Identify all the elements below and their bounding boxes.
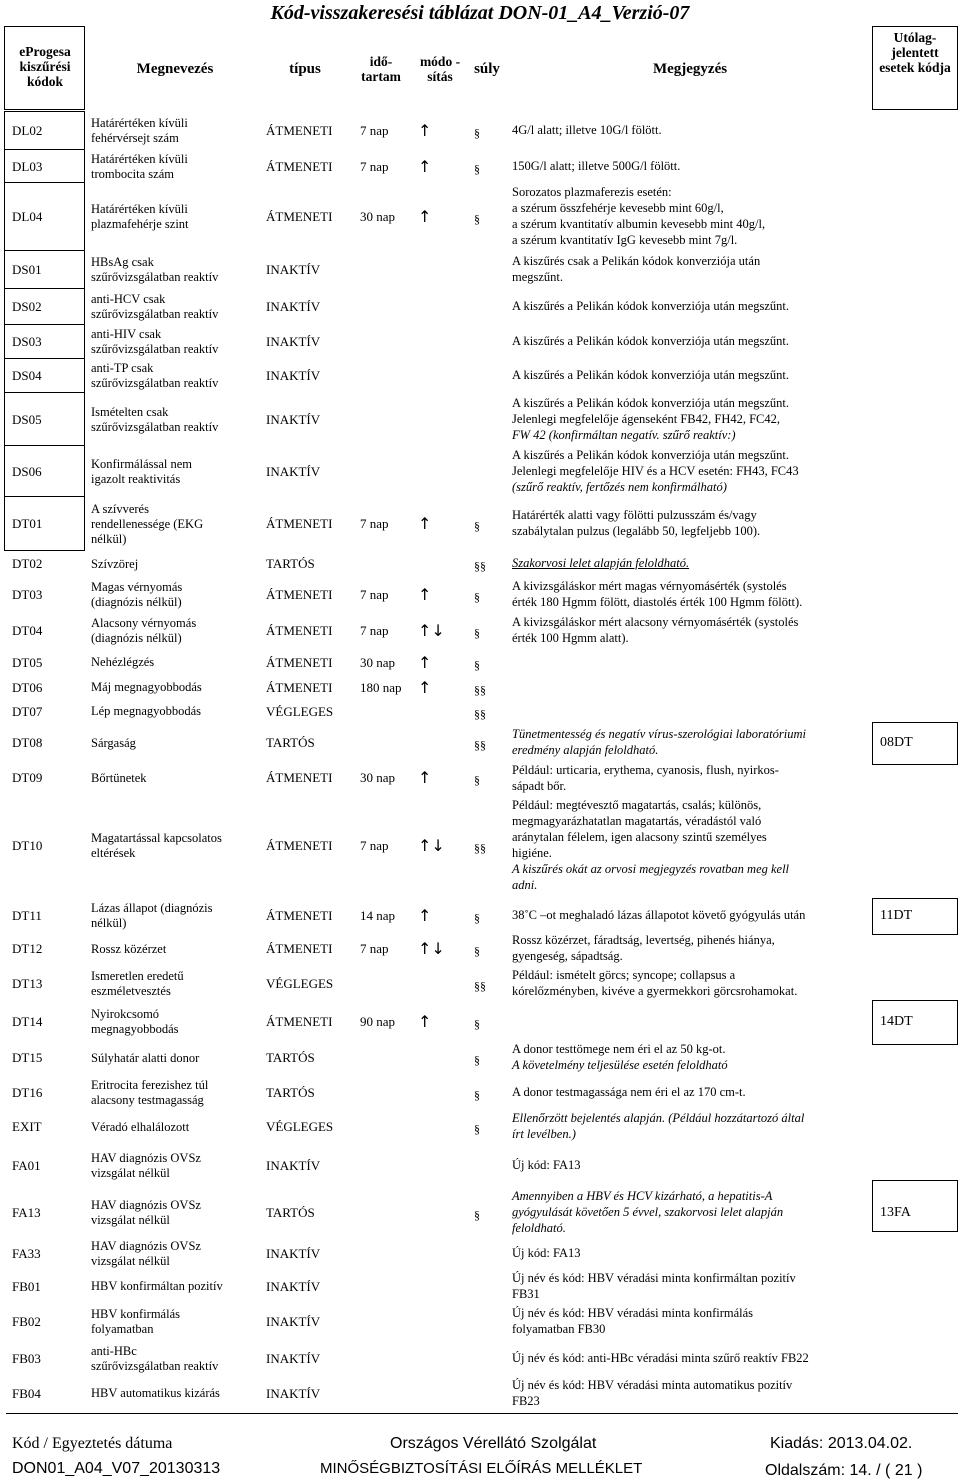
row-mode-arrow-icon: ↑ [418,156,432,176]
row-name: Konfirmálással nem [91,456,193,471]
row-note: kórelőzményben, kivéve a gyermekkori görcsrohamokat. [512,984,798,998]
row-note: gyengeség, sápadtság. [512,949,623,963]
row-code: FB04 [12,1385,41,1401]
row-code: DS01 [12,262,42,277]
row-weight: § [474,1017,480,1031]
row-name: szűrővizsgálatban reaktív [91,270,219,284]
row-type: INAKTÍV [266,1278,321,1294]
footer-right-top: Kiadás: 2013.04.02. [770,1435,913,1452]
row-note: A kivizsgáláskor mért magas vérnyomásérték (systolés [512,578,787,593]
row-code: DL03 [12,158,43,174]
row-type: TARTÓS [266,1085,315,1100]
row-weight: § [474,626,480,640]
row-name: HBV konfirmáltan pozitív [91,1279,223,1293]
row-type: ÁTMENETI [266,679,333,695]
row-code: DT11 [12,907,42,923]
row-code: DT10 [12,837,43,853]
row-name: folyamatban [91,1321,154,1336]
row-name: eszméletvesztés [91,984,171,998]
row-note: Amennyiben a HBV és HCV kizárható, a hepatitis-A [512,1189,773,1203]
row-type: ÁTMENETI [266,123,333,138]
row-later-code: 13FA [880,1205,911,1220]
row-type: ÁTMENETI [266,586,333,602]
row-name: Véradó elhalálozott [91,1119,190,1134]
row-name: vizsgálat nélkül [91,1253,170,1268]
header-code: eProgesa kiszűrési kódok [19,44,71,89]
row-name: Rossz közérzet [91,941,167,956]
row-duration: 30 nap [360,770,396,785]
row-name: HBV automatikus kizárás [91,1386,220,1400]
row-type: ÁTMENETI [266,941,333,956]
row-name: szűrővizsgálatban reaktív [91,419,219,434]
row-weight: §§ [474,979,486,993]
row-note: FW 42 (konfirmáltan negatív. szűrő reaktív:) [512,427,736,442]
row-code: DS02 [12,299,42,314]
row-name: trombocita szám [91,166,174,181]
page-title: Kód-visszakeresési táblázat DON-01_A4_Verzió-07 [270,2,690,24]
row-note: érték 180 Hgmm fölött, diastolés érték 100 Hgmm fölött). [512,594,803,609]
footer-divider [6,1413,958,1414]
row-name: szűrővizsgálatban reaktív [91,307,219,321]
row-note: A kivizsgáláskor mért alacsony vérnyomásérték (systolés [512,615,799,629]
row-duration: 30 nap [360,654,396,670]
row-name: HAV diagnózis OVSz [91,1151,201,1165]
row-weight: § [474,126,480,140]
row-type: ÁTMENETI [266,623,333,638]
row-note: A kiszűrés a Pelikán kódok konverziója után megszűnt. [512,299,790,313]
row-duration: 180 nap [360,679,402,695]
header-note: Megjegyzés [652,61,728,77]
row-code: DL04 [12,209,43,224]
row-note: 150G/l alatt; illetve 500G/l fölött. [512,158,681,173]
row-duration: 7 nap [360,516,389,531]
row-note: A követelmény teljesülése esetén feloldható [512,1058,728,1072]
row-note: gyógyulását követően 5 évvel, szakorvosi lelet alapján [512,1205,784,1219]
row-name: anti-HIV csak [91,327,162,341]
row-code: FA33 [12,1245,41,1261]
row-mode-arrow-icon: ↑↓ [418,939,445,958]
row-name: HAV diagnózis OVSz [91,1198,201,1212]
row-weight: § [474,773,480,787]
row-note: 4G/l alatt; illetve 10G/l fölött. [512,123,662,137]
row-name: HBsAg csak [91,255,154,269]
header-type: típus [289,61,321,77]
row-code: DT08 [12,735,43,750]
row-note: feloldható. [512,1221,566,1235]
row-note: folyamatban FB30 [512,1321,606,1336]
row-duration: 7 nap [360,123,389,138]
row-name: Lázas állapot (diagnózis [91,900,213,915]
row-note: Határérték alatti vagy fölötti pulzusszám és/vagy [512,508,757,522]
footer-left-top: Kód / Egyeztetés dátuma [12,1435,173,1452]
row-name: vizsgálat nélkül [91,1166,170,1180]
row-duration: 14 nap [360,907,396,923]
row-code: DT15 [12,1050,43,1065]
row-note: Sorozatos plazmaferezis esetén: [512,185,672,199]
row-type: INAKTÍV [266,1158,321,1173]
row-note: Jelenlegi megfelelője HIV és a HCV esetén: FH43, FC43 [512,463,799,478]
row-type: ÁTMENETI [266,654,333,670]
row-type: ÁTMENETI [266,516,333,531]
row-note: Rossz közérzet, fáradtság, levertség, pihenés hiánya, [512,933,775,947]
row-type: TARTÓS [266,1205,315,1220]
row-type: VÉGLEGES [266,703,334,719]
row-note: a szérum kvantitatív IgG kevesebb mint 7g/l. [512,233,738,247]
row-note: a szérum összfehérje kevesebb mint 60g/l, [512,201,724,215]
row-code: DT12 [12,941,43,956]
row-note: Ellenőrzött bejelentés alapján. (Például hozzátartozó által [512,1111,805,1125]
row-later-code: 11DT [880,907,913,923]
row-name: HBV konfirmálás [91,1306,180,1321]
row-name: rendellenessége (EKG [91,516,204,531]
row-type: INAKTÍV [266,299,321,314]
row-code: DT03 [12,586,43,602]
row-note: Például: ismételt görcs; syncope; collapsus a [512,968,736,982]
row-code: DT02 [12,556,43,571]
row-type: ÁTMENETI [266,907,333,923]
row-weight: §§ [474,682,486,697]
row-type: TARTÓS [266,735,315,750]
row-weight: § [474,1208,480,1222]
row-note: 38˚C –ot meghaladó lázas állapotot követő gyógyulás után [512,907,806,922]
row-code: FB01 [12,1278,41,1294]
row-code: DT04 [12,623,43,638]
header-weight: súly [474,61,500,77]
row-duration: 7 nap [360,941,389,956]
row-weight: § [474,657,480,672]
row-weight: §§ [474,738,486,752]
row-name: Határértéken kívüli [91,116,188,130]
row-type: INAKTÍV [266,1313,321,1329]
row-type: ÁTMENETI [266,837,333,853]
row-code: DT01 [12,516,43,531]
row-code: DT16 [12,1085,43,1100]
row-name: alacsony testmagasság [91,1093,204,1107]
footer-right-bottom: Oldalszám: 14. / ( 21 ) [765,1462,923,1479]
row-name: Lép megnagyobbodás [91,704,202,718]
row-type: TARTÓS [266,1050,315,1065]
row-note: A kiszűrés a Pelikán kódok konverziója után megszűnt. [512,334,790,348]
row-note: a szérum kvantitatív albumin kevesebb mint 40g/l, [512,217,766,231]
row-name: megnagyobbodás [91,1022,179,1036]
row-name: fehérvérsejt szám [91,131,179,145]
row-later-code: 08DT [880,735,913,750]
row-weight: §§ [474,559,486,573]
row-name: Máj megnagyobbodás [91,680,202,694]
row-code: DT07 [12,703,43,719]
row-mode-arrow-icon: ↑ [418,677,432,697]
row-note: Például: urticaria, erythema, cyanosis, flush, nyirkos- [512,763,779,777]
row-mode-arrow-icon: ↑ [418,652,432,672]
row-type: INAKTÍV [266,1245,321,1261]
footer-center-bottom: MINŐSÉGBIZTOSÍTÁSI ELŐÍRÁS MELLÉKLET [320,1460,643,1477]
row-type: INAKTÍV [266,411,321,427]
row-code: DL02 [12,123,43,138]
row-name: Bőrtünetek [91,770,147,785]
row-name: Határértéken kívüli [91,151,188,166]
row-mode-arrow-icon: ↑ [418,768,432,787]
row-name: eltérések [91,845,136,860]
row-weight: § [474,1053,480,1067]
row-name: HAV diagnózis OVSz [91,1238,201,1253]
row-name: Határértéken kívüli [91,202,188,216]
row-note: szabálytalan pulzus (legalább 50, legfeljebb 100). [512,524,761,538]
row-note: aránytalan félelem, igen alacsony szintű személyes [512,829,767,844]
row-code: FA13 [12,1205,41,1220]
row-note: Szakorvosi lelet alapján feloldható. [512,556,690,570]
row-name: Eritrocita ferezishez túl [91,1078,209,1092]
row-name: Nyirokcsomó [91,1007,160,1021]
row-code: DS06 [12,463,42,479]
row-mode-arrow-icon: ↑ [418,121,432,140]
row-mode-arrow-icon: ↑ [418,584,432,604]
row-note: Új név és kód: anti-HBc véradási minta szűrő reaktív FB22 [512,1350,809,1365]
row-name: szűrővizsgálatban reaktív [91,1358,219,1373]
row-note: Például: megtévesztő magatartás, csalás; különös, [512,797,762,812]
row-mode-arrow-icon: ↑↓ [418,621,445,640]
row-name: Súlyhatár alatti donor [91,1050,200,1065]
row-note: sápadt bőr. [512,779,567,793]
row-note: Új kód: FA13 [512,1158,581,1172]
row-note: A kiszűrés a Pelikán kódok konverziója után megszűnt. [512,447,790,462]
row-type: INAKTÍV [266,1385,321,1401]
row-note: A kiszűrés a Pelikán kódok konverziója után megszűnt. [512,395,790,410]
row-type: ÁTMENETI [266,770,333,785]
row-name: A szívverés [91,501,149,516]
row-mode-arrow-icon: ↑ [418,514,432,533]
row-weight: § [474,161,480,176]
row-note: FB31 [512,1286,540,1301]
row-duration: 90 nap [360,1014,396,1029]
row-code: EXIT [12,1119,42,1134]
row-name: plazmafehérje szint [91,217,189,231]
row-note: Tünetmentesség és negatív vírus-szerológiai laboratóriumi [512,727,806,741]
row-note: A donor testmagassága nem éri el az 170 cm-t. [512,1085,746,1099]
row-type: INAKTÍV [266,1350,321,1366]
row-name: anti-TP csak [91,361,154,375]
row-weight: § [474,212,480,226]
header-name: Megnevezés [136,61,214,77]
row-weight: § [474,910,480,925]
row-duration: 7 nap [360,623,389,638]
row-name: Sárgaság [91,735,136,750]
row-note: (szűrő reaktív, fertőzés nem konfirmálható) [512,479,727,494]
row-note: A donor testtömege nem éri el az 50 kg-ot. [512,1042,726,1056]
row-name: Szívzörej [91,556,139,571]
row-name: nélkül) [91,915,127,930]
footer-center-top: Országos Vérellátó Szolgálat [390,1435,597,1452]
row-note: megmagyarázhatatlan magatartás, véradástól való [512,813,762,828]
row-name: Magatartással kapcsolatos [91,830,222,845]
row-weight: § [474,519,480,533]
row-name: Magas vérnyomás [91,579,183,594]
row-weight: § [474,1122,480,1136]
row-note: eredmény alapján feloldható. [512,743,659,757]
row-name: nélkül) [91,531,127,546]
row-code: DT09 [12,770,43,785]
row-note: Új név és kód: HBV véradási minta konfirmáltan pozitív [512,1270,796,1285]
row-name: Ismeretlen eredetű [91,969,184,983]
row-note: higiéne. [512,845,552,860]
row-name: Alacsony vérnyomás [91,616,197,630]
row-mode-arrow-icon: ↑ [418,905,432,925]
row-type: INAKTÍV [266,262,321,277]
row-note: Új kód: FA13 [512,1245,581,1260]
row-weight: §§ [474,706,486,721]
row-type: ÁTMENETI [266,209,333,224]
row-type: VÉGLEGES [266,1119,334,1134]
row-type: ÁTMENETI [266,158,333,174]
row-type: INAKTÍV [266,368,321,383]
row-note: A kiszűrés csak a Pelikán kódok konverziója után [512,254,761,268]
row-name: szűrővizsgálatban reaktív [91,342,219,356]
row-name: Nehézlégzés [91,655,155,669]
header-duration: idő-tartam [361,54,401,84]
row-note: adni. [512,877,538,892]
row-note: Új név és kód: HBV véradási minta automatikus pozitív [512,1377,793,1392]
row-type: TARTÓS [266,556,315,571]
footer-left-bottom: DON01_A04_V07_20130313 [12,1460,221,1477]
row-code: DS03 [12,334,42,349]
row-name: szűrővizsgálatban reaktív [91,376,219,390]
row-mode-arrow-icon: ↑ [418,1012,432,1031]
row-note: Új név és kód: HBV véradási minta konfirmálás [512,1305,754,1320]
row-duration: 7 nap [360,586,389,602]
row-note: érték 100 Hgmm alatt). [512,631,629,645]
header-mode: módo -sítás [419,54,461,84]
row-name: (diagnózis nélkül) [91,631,182,645]
row-name: Ismételten csak [91,404,169,419]
row-type: ÁTMENETI [266,1014,333,1029]
row-type: INAKTÍV [266,463,321,479]
row-note: Jelenlegi megfelelője ágenseként FB42, FH42, FC42, [512,411,781,426]
row-note: írt levélben.) [512,1127,576,1141]
row-code: DT14 [12,1014,43,1029]
row-note: A kiszűrés a Pelikán kódok konverziója után megszűnt. [512,368,790,382]
row-code: DT06 [12,679,43,695]
row-code: DT13 [12,976,43,991]
row-weight: § [474,1088,480,1102]
row-name: vizsgálat nélkül [91,1213,170,1227]
row-duration: 7 nap [360,158,389,174]
row-weight: §§ [474,840,486,855]
row-note: FB23 [512,1393,540,1408]
row-duration: 30 nap [360,209,396,224]
row-type: INAKTÍV [266,334,321,349]
header-later: Utólag-jelentett esetek kódja [879,30,951,75]
row-type: VÉGLEGES [266,976,334,991]
row-code: FB02 [12,1313,41,1329]
row-weight: § [474,944,480,958]
row-code: FB03 [12,1350,41,1366]
row-code: DS04 [12,368,42,383]
row-duration: 7 nap [360,837,389,853]
row-code: DS05 [12,411,42,427]
row-code: FA01 [12,1158,41,1173]
row-note: megszűnt. [512,270,564,284]
row-name: anti-HCV csak [91,292,166,306]
row-name: (diagnózis nélkül) [91,594,182,609]
row-name: anti-HBc [91,1343,137,1358]
row-mode-arrow-icon: ↑ [418,207,432,226]
row-weight: § [474,589,480,604]
row-mode-arrow-icon: ↑↓ [418,835,445,855]
row-later-code: 14DT [880,1014,913,1029]
row-name: igazolt reaktivitás [91,471,181,486]
row-note: A kiszűrés okát az orvosi megjegyzés rovatban meg kell [512,861,790,876]
row-code: DT05 [12,654,43,670]
